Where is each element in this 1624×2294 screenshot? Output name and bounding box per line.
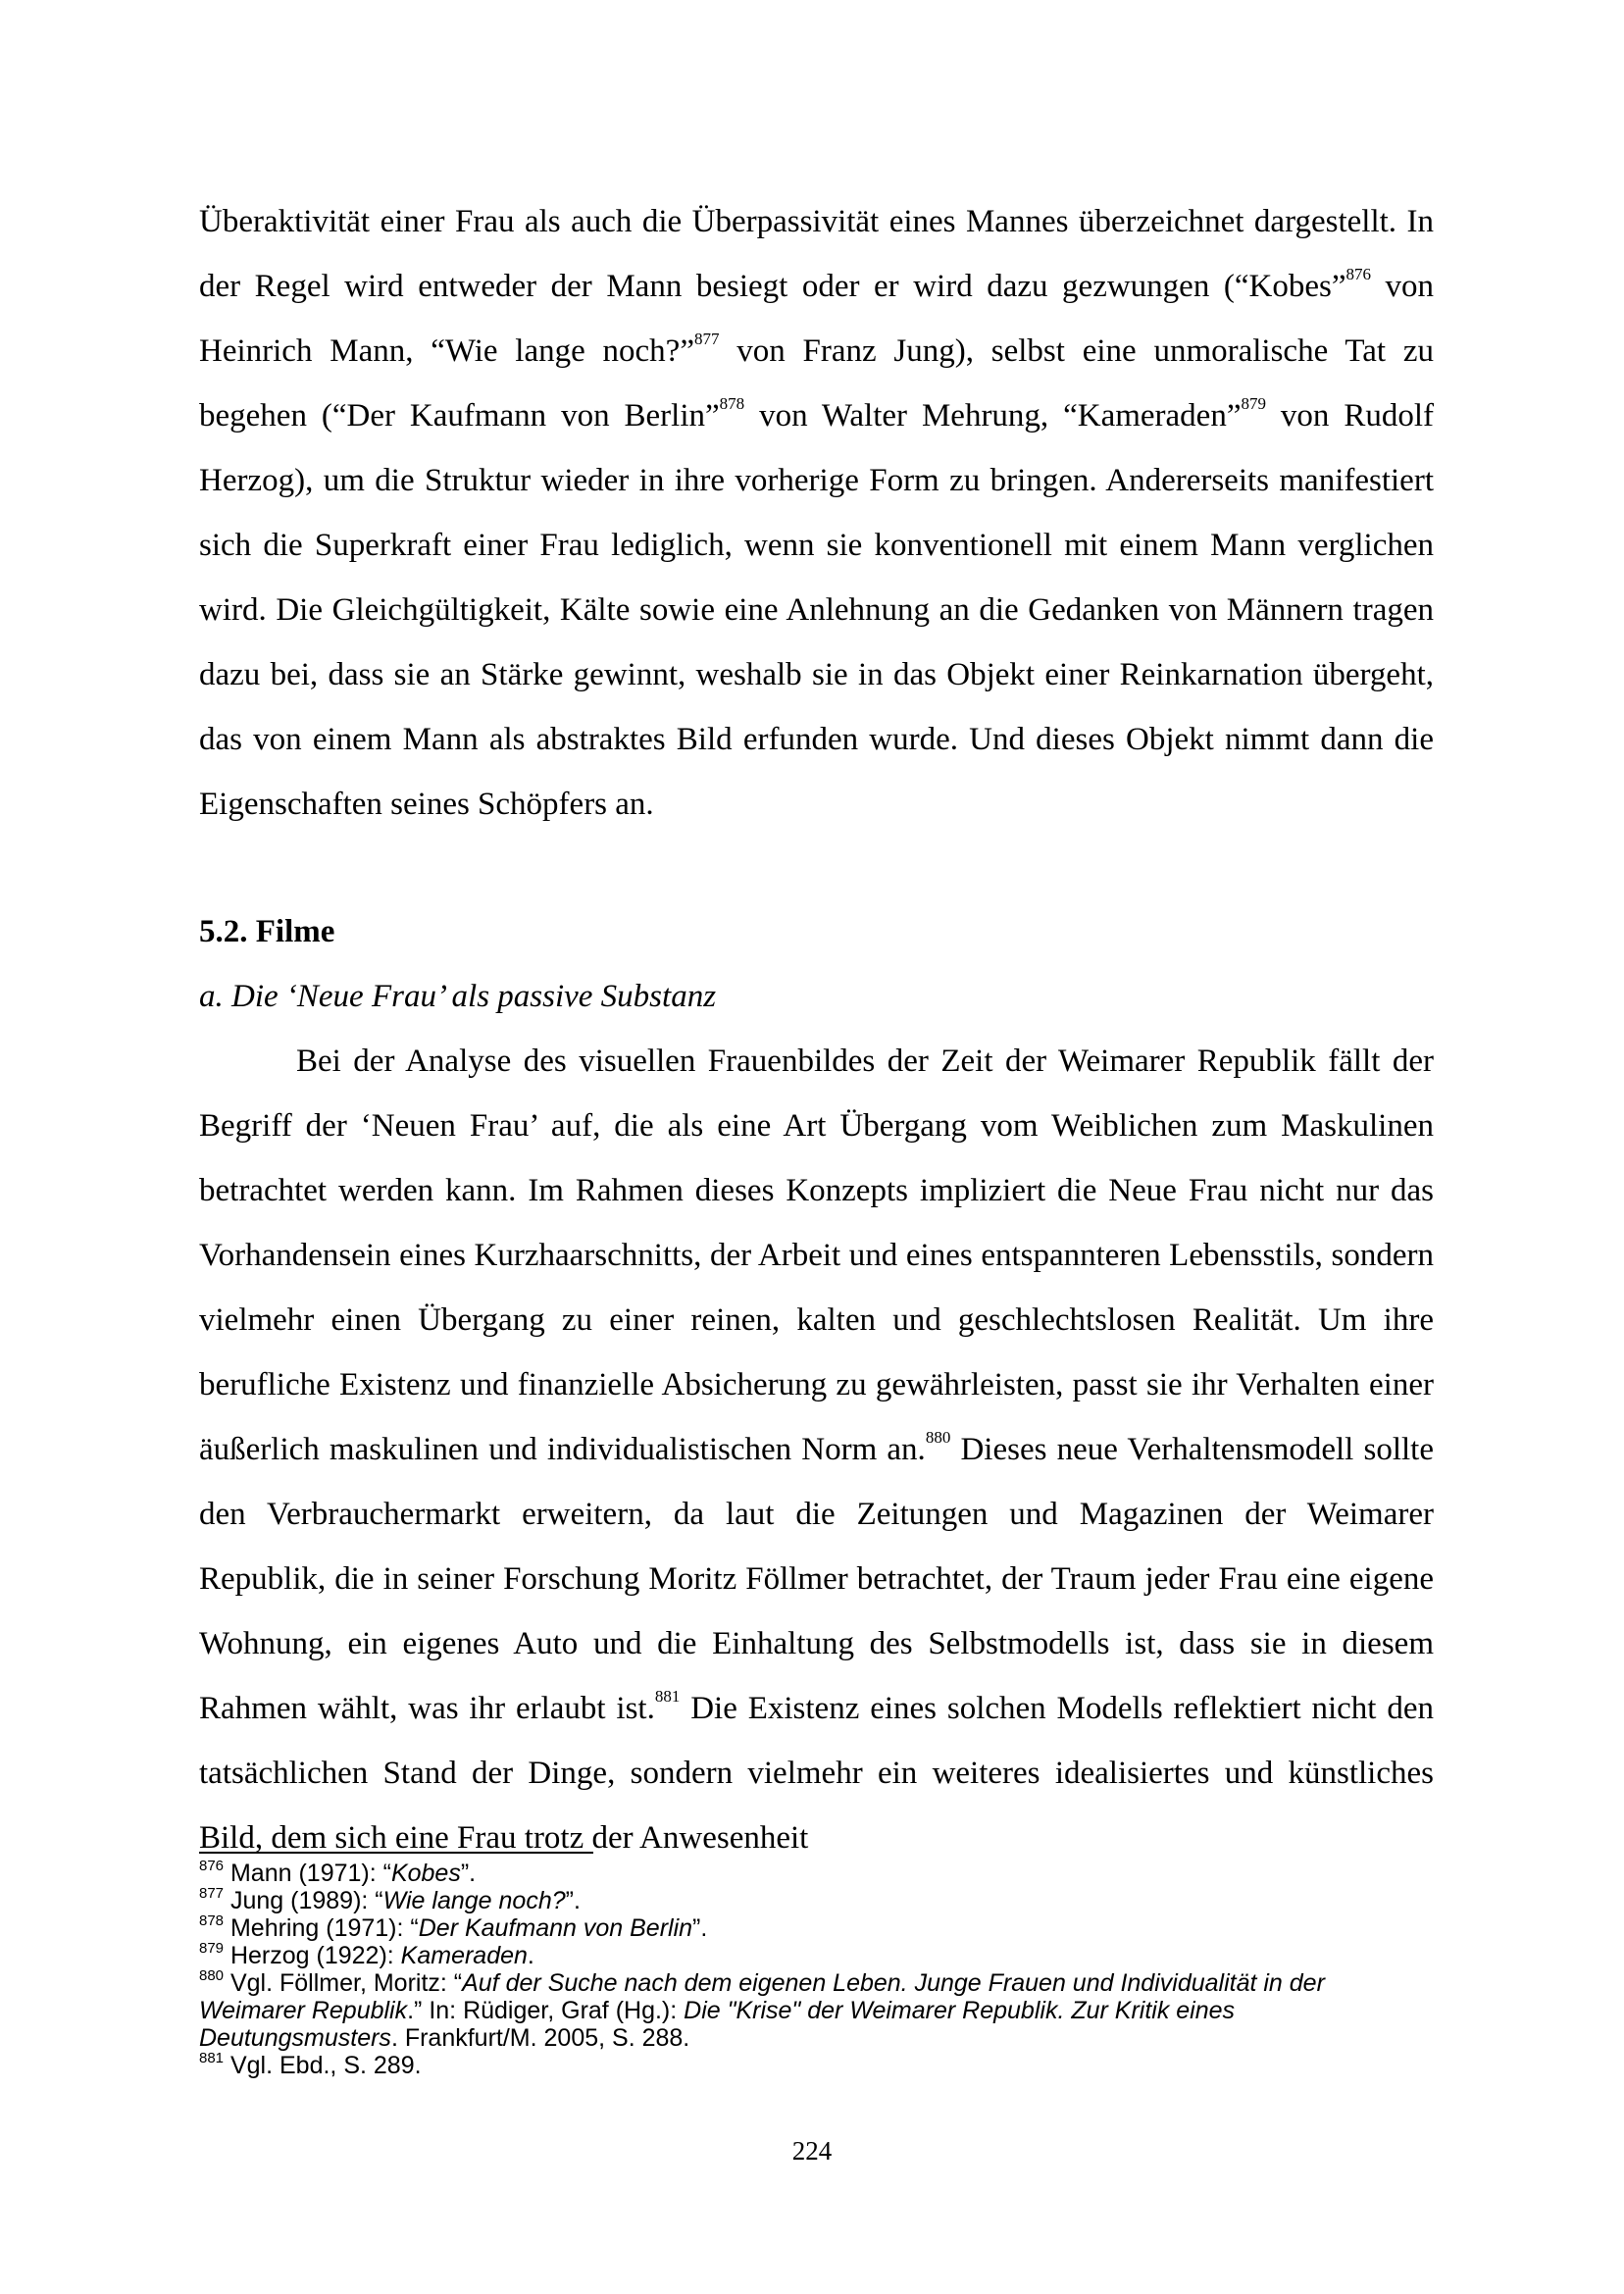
footnote-title: Auf der Suche nach dem eigenen Leben. Junge Frauen und Individualität in der Weimarer Republik <box>199 1969 1325 2024</box>
body-paragraph-1 <box>199 189 1434 837</box>
footnote-number: 877 <box>199 1885 225 1902</box>
paragraph-text: von Rudolf Herzog), um die Struktur wieder in ihre vorherige Form zu bringen. Andererseits manifestiert sich die Superkraft einer Frau lediglich, wenn sie konventionell mit einem Mann verglichen wird. Die Gleichgültigkeit, Kälte sowie eine Anlehnung an die Gedanken von Männern tragen dazu bei, dass sie an Stärke gewinnt, weshalb sie in das Objekt einer Reinkarnation übergeht, das von einem Mann als abstraktes Bild erfunden wurde. Und dieses Objekt nimmt dann die Eigenschaften seines Schöpfers an. <box>199 398 1434 822</box>
footnote-text: Mann (1971): “ <box>224 1860 391 1887</box>
footnote-text: Vgl. Ebd., S. 289. <box>224 2052 422 2079</box>
footnote-ref-881[interactable]: 881 <box>654 1687 681 1706</box>
paragraph-text: von Franz Jung), selbst eine unmoralische Tat zu begehen (“Der Kaufmann von Berlin” <box>199 333 1434 433</box>
paragraph-text: Überaktivität einer Frau als auch die Überpassivität eines Mannes überzeichnet dargestellt. In der Regel wird entweder der Mann besiegt oder er wird dazu gezwungen (“Kobes” <box>199 204 1434 304</box>
body-paragraph-2 <box>199 1029 1434 1870</box>
paragraph-text: Bei der Analyse des visuellen Frauenbildes der Zeit der Weimarer Republik fällt der Begriff der ‘Neuen Frau’ auf, die als eine Art Übergang vom Weiblichen zum Maskulinen betrachtet werden kann. Im Rahmen dieses Konzepts impliziert die Neue Frau nicht nur das Vorhandensein eines Kurzhaarschnitts, der Arbeit und eines entspannteren Lebensstils, sondern vielmehr einen Übergang zu einer reinen, kalten und geschlechtslosen Realität. Um ihre berufliche Existenz und finanzielle Absicherung zu gewährleisten, passt sie ihr Verhalten einer äußerlich maskulinen und individualistischen Norm an. <box>199 1044 1434 1467</box>
footnote-text: Mehring (1971): “ <box>224 1914 419 1942</box>
footnote-text: ”. <box>692 1914 708 1942</box>
footnote-title: Die "Krise" der Weimarer Republik. Zur Kritik eines Deutungsmusters <box>199 1997 1236 2052</box>
footnote-text: . Frankfurt/M. 2005, S. 288. <box>390 2024 690 2052</box>
footnote-number: 876 <box>199 1858 225 1874</box>
paragraph-text: von Heinrich Mann, “Wie lange noch?” <box>199 269 1435 369</box>
footnote-text: .” In: Rüdiger, Graf (Hg.): <box>407 1997 685 2024</box>
footnote-ref-877[interactable]: 877 <box>693 330 720 348</box>
page-number: 224 <box>791 2136 833 2166</box>
paragraph-text: Die Existenz eines solchen Modells reflektiert nicht den tatsächlichen Stand der Dinge, sondern vielmehr ein weiteres idealisiertes und künstliches Bild, dem sich eine Frau trotz der Anwesenheit <box>199 1691 1434 1856</box>
section-heading: 5.2. Filme <box>199 914 335 949</box>
paragraph-text: von Walter Mehrung, “Kameraden” <box>744 398 1242 433</box>
footnote-text: Jung (1989): “ <box>224 1887 383 1914</box>
footnote-number: 881 <box>199 2050 225 2066</box>
footnote-number: 878 <box>199 1912 225 1929</box>
footnote-separator <box>199 1852 593 1854</box>
paragraph-text: Dieses neue Verhaltensmodell sollte den Verbrauchermarkt erweitern, da laut die Zeitungen und Magazinen der Weimarer Republik, die in seiner Forschung Moritz Föllmer betrachtet, der Traum jeder Frau eine eigene Wohnung, ein eigenes Auto und die Einhaltung des Selbstmodells ist, dass sie in diesem Rahmen wählt, was ihr erlaubt ist. <box>199 1432 1434 1726</box>
footnote-text: Vgl. Föllmer, Moritz: “ <box>224 1969 463 1997</box>
footnote-878 <box>199 1914 1434 1942</box>
footnote-title: Der Kaufmann von Berlin <box>418 1914 693 1942</box>
footnote-number: 880 <box>199 1967 225 1984</box>
footnote-title: Kameraden <box>400 1942 528 1969</box>
footnote-ref-880[interactable]: 880 <box>925 1428 951 1447</box>
footnote-ref-876[interactable]: 876 <box>1345 265 1371 283</box>
footnote-880 <box>199 1969 1434 2052</box>
footnote-ref-879[interactable]: 879 <box>1241 394 1266 413</box>
footnote-ref-878[interactable]: 878 <box>719 394 745 413</box>
subsection-heading: a. Die ‘Neue Frau’ als passive Substanz <box>199 979 717 1014</box>
footnote-876 <box>199 1860 1434 1887</box>
footnote-number: 879 <box>199 1940 225 1957</box>
footnote-title: Wie lange noch? <box>382 1887 566 1914</box>
footnote-881 <box>199 2052 1434 2079</box>
footnote-text: . <box>527 1942 534 1969</box>
footnote-text: ”. <box>460 1860 477 1887</box>
footnote-879 <box>199 1942 1434 1969</box>
footnote-877 <box>199 1887 1434 1914</box>
footnote-text: ”. <box>565 1887 581 1914</box>
footnote-text: Herzog (1922): <box>224 1942 401 1969</box>
footnotes-list <box>199 1860 1434 2079</box>
footnote-title: Kobes <box>390 1860 461 1887</box>
